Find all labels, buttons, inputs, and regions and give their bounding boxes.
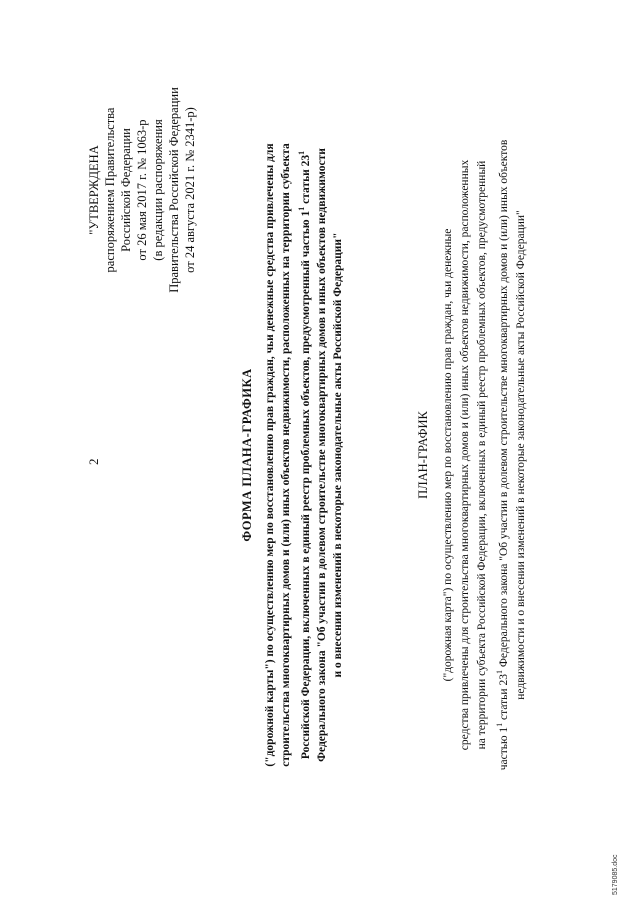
plan-desc-line-text: статьи 23 [497, 674, 510, 723]
plan-desc-line-text: Федерального закона "Об участии в долевом строительстве многоквартирных домов и (или) иных объектов [497, 139, 510, 671]
form-desc-line: ("дорожной карты") по осуществлению мер по восстановлению прав граждан, чьи денежные средства привлечены для [264, 143, 276, 767]
approval-line: Российской Федерации [119, 128, 133, 252]
approval-line: "УТВЕРЖДЕНА [87, 145, 101, 235]
plan-description [440, 45, 530, 865]
form-desc-line: строительства многоквартирных домов и (или) иных объектов недвижимости, расположенных на территории субъекта [280, 143, 292, 767]
approval-line: (в редакции распоряжения [151, 119, 165, 261]
file-reference: 5179085.doc [612, 854, 619, 895]
plan-desc-line: на территории субъекта Российской Федерации, включенных в единый реестр проблемных объектов, предусмотренный [476, 160, 488, 750]
approval-line: от 26 мая 2017 г. № 1063-р [135, 119, 149, 261]
plan-desc-line: недвижимости и о внесении изменений в некоторые законодательные акты Российской Федерации" [514, 210, 527, 700]
approval-line: распоряжением Правительства [103, 107, 117, 273]
form-description [262, 45, 346, 865]
plan-desc-line: средства привлечены для строительства многоквартирных домов и (или) иных объектов недвижимости, расположенных [459, 159, 471, 751]
approval-stamp [86, 85, 198, 295]
plan-title: ПЛАН-ГРАФИК [416, 411, 430, 499]
form-title: ФОРМА ПЛАНА-ГРАФИКА [240, 368, 254, 542]
form-desc-line [294, 45, 314, 865]
superscript: 1 [297, 206, 306, 211]
plan-desc-line: ("дорожная карта") по осуществлению мер по восстановлению прав граждан, чьи денежные [442, 228, 454, 682]
form-desc-line: и о внесении изменений в некоторые законодательные акты Российской Федерации" [331, 232, 344, 678]
form-desc-line-text: статьи 23 [299, 154, 312, 207]
superscript: 1 [495, 722, 504, 727]
approval-line: от 24 августа 2021 г. № 2341-р) [183, 107, 197, 273]
page-number: 2 [86, 458, 101, 465]
superscript: 1 [297, 150, 306, 155]
plan-desc-line-text: частью 1 [497, 726, 510, 771]
form-desc-line-text: Российской Федерации, включенных в единый реестр проблемных объектов, предусмотренный частью 1 [299, 210, 312, 760]
plan-desc-line [491, 45, 513, 865]
form-desc-line: Федерального закона "Об участии в долевом строительстве многоквартирных домов и иных объектов недвижимости [315, 148, 328, 762]
superscript: 1 [495, 670, 504, 675]
approval-line: Правительства Российской Федерации [167, 87, 181, 293]
